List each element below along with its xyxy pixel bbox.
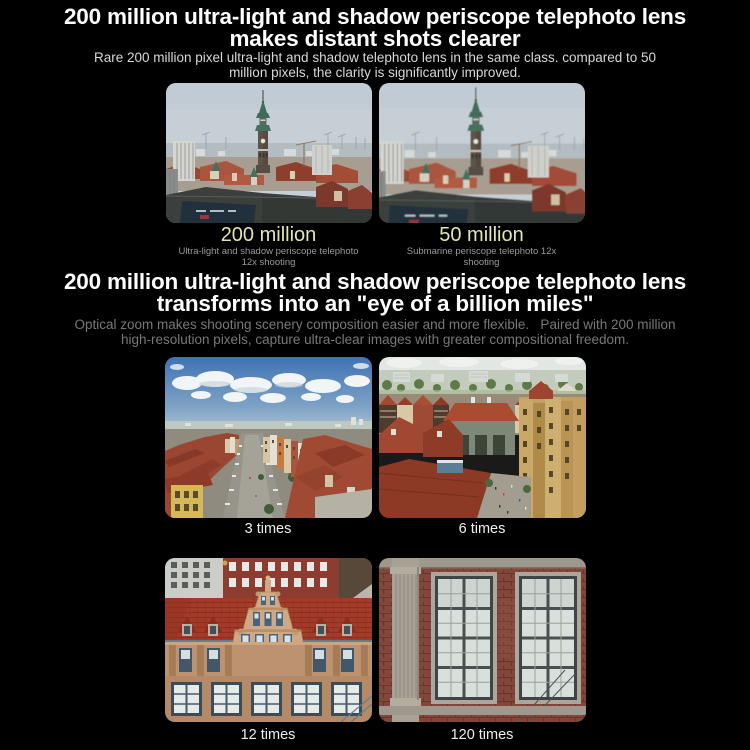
photo-city-skyline-200-million bbox=[166, 83, 372, 223]
label-120-times: 120 times bbox=[450, 727, 514, 743]
photo-historic-building-12x bbox=[165, 558, 372, 722]
photo-window-facade-120x bbox=[379, 558, 586, 722]
section2-title-line2: transforms into an "eye of a billion miles" bbox=[156, 290, 594, 316]
section2-title bbox=[0, 268, 750, 314]
section1-title bbox=[0, 0, 750, 49]
pixel-value-200-million: 200 million bbox=[220, 224, 317, 246]
photo-city-skyline-50-million bbox=[379, 83, 585, 223]
section2-subtitle: Optical zoom makes shooting scenery composition easier and more flexible. Paired with 200 million high-resolution pixels, capture ultra-clear images with greater compositional freedom. bbox=[74, 317, 676, 347]
section1-title-line1: 200 million ultra-light and shadow periscope telephoto lens bbox=[63, 4, 687, 29]
comparison-caption-row bbox=[0, 224, 750, 268]
caption-200-million: 200 million Ultra-light and shadow periscope telephoto 12x shooting bbox=[166, 224, 372, 268]
caption-50-million: 50 million Submarine periscope telephoto 12x shooting bbox=[379, 224, 585, 268]
label-12-times: 12 times bbox=[240, 727, 296, 743]
zoom-photo-row-2 bbox=[0, 558, 750, 722]
pixel-value-50-million: 50 million bbox=[439, 224, 524, 246]
label-6-times: 6 times bbox=[458, 521, 506, 537]
zoom-label-row-1 bbox=[0, 520, 750, 538]
comparison-photo-row bbox=[0, 83, 750, 223]
section1-title-line2: makes distant shots clearer bbox=[229, 25, 521, 51]
label-3-times: 3 times bbox=[244, 521, 292, 537]
zoom-photo-row-1 bbox=[0, 357, 750, 518]
photo-aerial-street-3x bbox=[165, 357, 372, 518]
section2-title-line1: 200 million ultra-light and shadow periscope telephoto lens bbox=[63, 269, 687, 294]
zoom-label-row-2 bbox=[0, 726, 750, 744]
photo-aerial-rooftops-6x bbox=[379, 357, 586, 518]
section1-subtitle: Rare 200 million pixel ultra-light and shadow telephoto lens in the same class. compared to 50 million pixels, the clarity is significantly improved. bbox=[93, 50, 657, 80]
